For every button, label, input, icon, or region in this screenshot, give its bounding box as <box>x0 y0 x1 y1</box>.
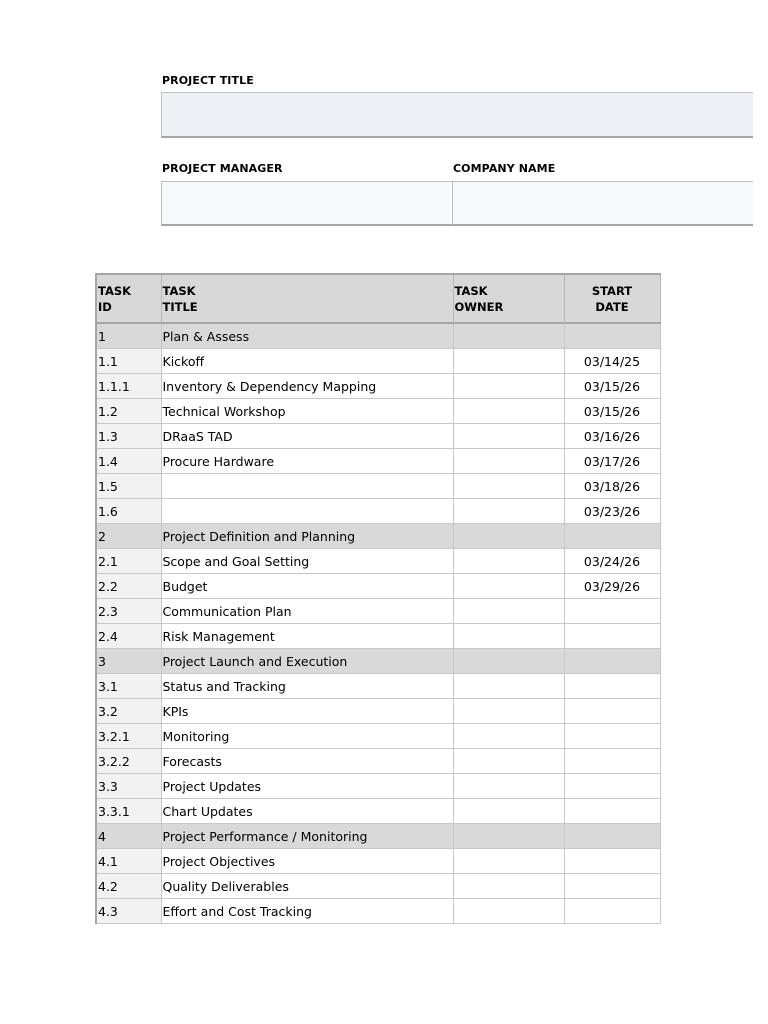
task-id-cell[interactable]: 1.1.1 <box>96 374 161 399</box>
task-id-cell[interactable]: 3.1 <box>96 674 161 699</box>
task-owner-cell[interactable] <box>453 699 564 724</box>
task-owner-cell[interactable] <box>453 749 564 774</box>
task-id-cell[interactable]: 4.1 <box>96 849 161 874</box>
task-title-cell[interactable]: Chart Updates <box>161 799 453 824</box>
task-title-cell[interactable]: Project Updates <box>161 774 453 799</box>
start-date-cell[interactable] <box>564 899 660 924</box>
task-title-cell[interactable]: Plan & Assess <box>161 323 453 349</box>
table-row <box>96 349 660 374</box>
task-title-cell[interactable]: Technical Workshop <box>161 399 453 424</box>
task-owner-cell[interactable] <box>453 874 564 899</box>
table-row <box>96 899 660 924</box>
task-title-cell[interactable]: Quality Deliverables <box>161 874 453 899</box>
task-table <box>95 273 661 924</box>
task-owner-cell[interactable] <box>453 624 564 649</box>
task-owner-cell[interactable] <box>453 549 564 574</box>
task-owner-cell[interactable] <box>453 649 564 674</box>
task-title-cell[interactable]: Kickoff <box>161 349 453 374</box>
table-row <box>96 549 660 574</box>
table-row <box>96 474 660 499</box>
task-title-cell[interactable]: Scope and Goal Setting <box>161 549 453 574</box>
start-date-cell[interactable] <box>564 749 660 774</box>
task-id-cell[interactable]: 1.1 <box>96 349 161 374</box>
column-header-task-title: TASK TITLE <box>161 274 453 323</box>
start-date-cell[interactable] <box>564 599 660 624</box>
table-row <box>96 774 660 799</box>
task-title-cell[interactable]: Project Definition and Planning <box>161 524 453 549</box>
task-owner-cell[interactable] <box>453 424 564 449</box>
section-row <box>96 649 660 674</box>
task-title-cell[interactable]: KPIs <box>161 699 453 724</box>
start-date-cell[interactable] <box>564 699 660 724</box>
task-id-cell[interactable]: 1.5 <box>96 474 161 499</box>
task-id-cell[interactable]: 1.3 <box>96 424 161 449</box>
start-date-cell[interactable]: 03/17/26 <box>564 449 660 474</box>
start-date-cell[interactable] <box>564 849 660 874</box>
task-title-cell[interactable]: Effort and Cost Tracking <box>161 899 453 924</box>
task-id-cell[interactable]: 1.6 <box>96 499 161 524</box>
task-id-cell[interactable]: 1 <box>96 323 161 349</box>
table-row <box>96 599 660 624</box>
table-row <box>96 399 660 424</box>
task-id-cell[interactable]: 3 <box>96 649 161 674</box>
project-title-field[interactable] <box>161 92 753 138</box>
start-date-cell[interactable]: 03/23/26 <box>564 499 660 524</box>
task-owner-cell[interactable] <box>453 574 564 599</box>
start-date-cell[interactable]: 03/15/26 <box>564 374 660 399</box>
task-owner-cell[interactable] <box>453 674 564 699</box>
task-title-cell[interactable]: Budget <box>161 574 453 599</box>
table-row <box>96 849 660 874</box>
start-date-cell[interactable] <box>564 674 660 699</box>
start-date-cell[interactable] <box>564 524 660 549</box>
start-date-cell[interactable] <box>564 724 660 749</box>
start-date-cell[interactable] <box>564 799 660 824</box>
task-owner-cell[interactable] <box>453 899 564 924</box>
task-title-cell[interactable]: Forecasts <box>161 749 453 774</box>
task-title-cell[interactable]: Project Performance / Monitoring <box>161 824 453 849</box>
start-date-cell[interactable] <box>564 824 660 849</box>
start-date-cell[interactable] <box>564 323 660 349</box>
start-date-cell[interactable] <box>564 649 660 674</box>
table-row <box>96 874 660 899</box>
task-owner-cell[interactable] <box>453 799 564 824</box>
project-manager-field[interactable] <box>161 181 453 226</box>
table-row <box>96 699 660 724</box>
task-title-cell[interactable] <box>161 474 453 499</box>
start-date-cell[interactable]: 03/29/26 <box>564 574 660 599</box>
task-title-cell[interactable]: Project Launch and Execution <box>161 649 453 674</box>
task-owner-cell[interactable] <box>453 323 564 349</box>
start-date-cell[interactable]: 03/24/26 <box>564 549 660 574</box>
start-date-cell[interactable]: 03/18/26 <box>564 474 660 499</box>
task-title-cell[interactable]: Communication Plan <box>161 599 453 624</box>
task-id-cell[interactable]: 1.4 <box>96 449 161 474</box>
column-header-start-date: START DATE <box>564 274 660 323</box>
task-id-cell[interactable]: 2.1 <box>96 549 161 574</box>
section-row <box>96 824 660 849</box>
table-row <box>96 674 660 699</box>
section-row <box>96 323 660 349</box>
start-date-cell[interactable] <box>564 624 660 649</box>
task-id-cell[interactable]: 2.3 <box>96 599 161 624</box>
task-owner-cell[interactable] <box>453 724 564 749</box>
task-owner-cell[interactable] <box>453 499 564 524</box>
task-owner-cell[interactable] <box>453 399 564 424</box>
section-row <box>96 524 660 549</box>
column-header-task-owner: TASK OWNER <box>453 274 564 323</box>
task-table-header-row <box>96 274 660 323</box>
task-owner-cell[interactable] <box>453 474 564 499</box>
task-id-cell[interactable]: 4.2 <box>96 874 161 899</box>
table-row <box>96 749 660 774</box>
table-row <box>96 424 660 449</box>
project-manager-label: PROJECT MANAGER <box>162 162 283 175</box>
task-owner-cell[interactable] <box>453 374 564 399</box>
task-id-cell[interactable]: 3.2 <box>96 699 161 724</box>
task-id-cell[interactable]: 4.3 <box>96 899 161 924</box>
task-owner-cell[interactable] <box>453 824 564 849</box>
column-header-task-id: TASK ID <box>96 274 161 323</box>
task-title-cell[interactable]: Procure Hardware <box>161 449 453 474</box>
table-row <box>96 574 660 599</box>
task-title-cell[interactable]: Risk Management <box>161 624 453 649</box>
table-row <box>96 449 660 474</box>
task-owner-cell[interactable] <box>453 599 564 624</box>
task-id-cell[interactable]: 2 <box>96 524 161 549</box>
task-id-cell[interactable]: 2.4 <box>96 624 161 649</box>
task-table-body <box>96 323 660 924</box>
table-row <box>96 724 660 749</box>
task-owner-cell[interactable] <box>453 449 564 474</box>
task-id-cell[interactable]: 2.2 <box>96 574 161 599</box>
task-id-cell[interactable]: 3.2.1 <box>96 724 161 749</box>
task-title-cell[interactable]: DRaaS TAD <box>161 424 453 449</box>
task-title-cell[interactable]: Inventory & Dependency Mapping <box>161 374 453 399</box>
start-date-cell[interactable] <box>564 874 660 899</box>
table-row <box>96 624 660 649</box>
task-title-cell[interactable]: Monitoring <box>161 724 453 749</box>
task-owner-cell[interactable] <box>453 849 564 874</box>
start-date-cell[interactable] <box>564 774 660 799</box>
task-owner-cell[interactable] <box>453 349 564 374</box>
table-row <box>96 374 660 399</box>
table-row <box>96 799 660 824</box>
task-id-cell[interactable]: 3.3.1 <box>96 799 161 824</box>
task-id-cell[interactable]: 3.2.2 <box>96 749 161 774</box>
task-id-cell[interactable]: 1.2 <box>96 399 161 424</box>
task-title-cell[interactable]: Status and Tracking <box>161 674 453 699</box>
company-name-field[interactable] <box>452 181 753 226</box>
task-title-cell[interactable]: Project Objectives <box>161 849 453 874</box>
start-date-cell[interactable]: 03/14/25 <box>564 349 660 374</box>
start-date-cell[interactable]: 03/15/26 <box>564 399 660 424</box>
task-id-cell[interactable]: 3.3 <box>96 774 161 799</box>
start-date-cell[interactable]: 03/16/26 <box>564 424 660 449</box>
task-title-cell[interactable] <box>161 499 453 524</box>
task-owner-cell[interactable] <box>453 524 564 549</box>
task-owner-cell[interactable] <box>453 774 564 799</box>
project-title-label: PROJECT TITLE <box>162 74 254 87</box>
task-id-cell[interactable]: 4 <box>96 824 161 849</box>
table-row <box>96 499 660 524</box>
company-name-label: COMPANY NAME <box>453 162 556 175</box>
